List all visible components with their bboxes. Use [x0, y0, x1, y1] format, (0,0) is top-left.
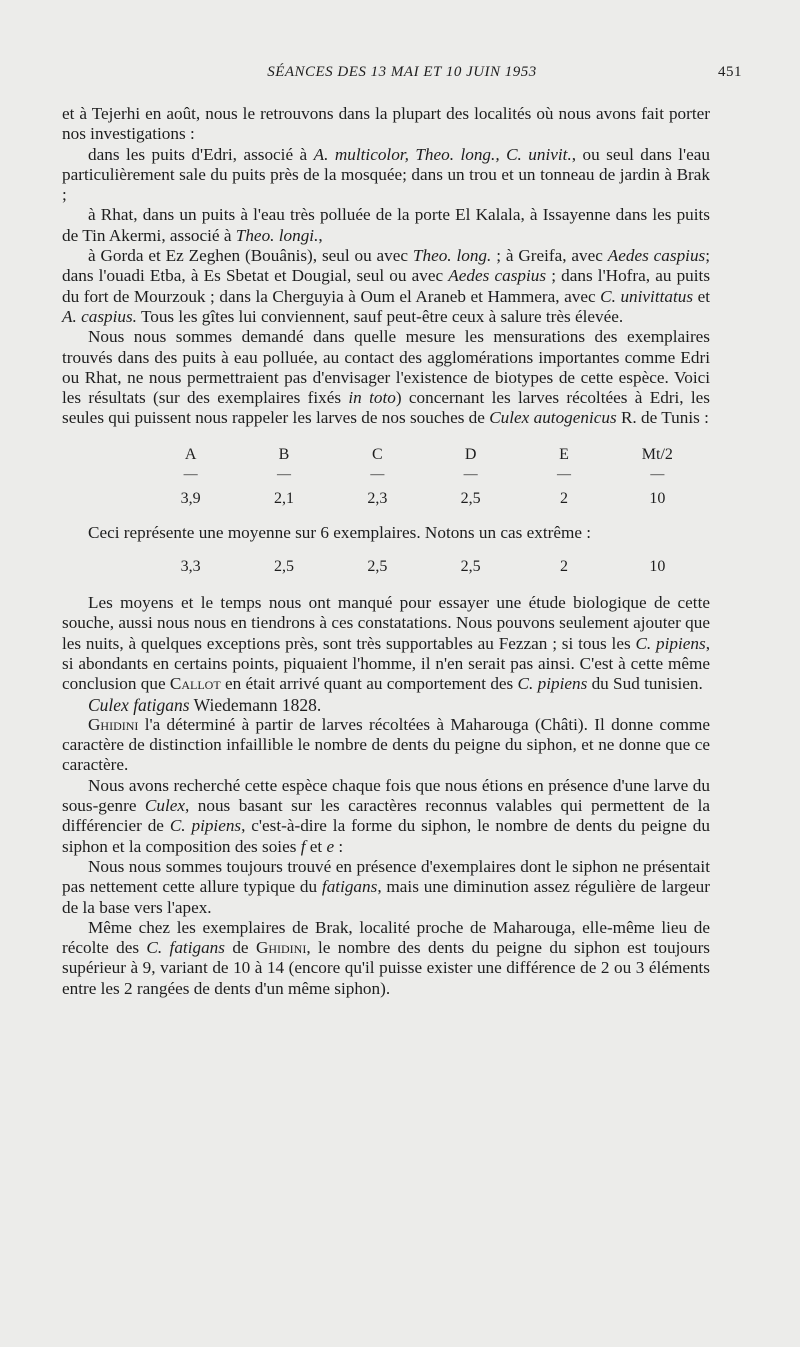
text-run: Nous nous sommes demandé dans quelle mesure les mensurations des exemplaires trouvés dans des puits à eau polluée, au contact des agglomérations importantes comme Edri ou Rhat, ne nous permettraient pas d'envisager l'existence de biotypes de cette espèce. Voici les résultats (sur des exemplaires fixés — [62, 327, 710, 408]
table-cell: 10 — [649, 489, 666, 507]
table-cell: 3,9 — [180, 489, 201, 507]
text-run: de — [224, 938, 256, 958]
species-name: Aedes caspius — [607, 246, 706, 266]
paragraph-5 — [62, 327, 710, 428]
text-run: , c'est-à-dire la forme du siphon, le nombre de dents du peigne du siphon et la composition des soies — [62, 816, 710, 856]
paragraph-10 — [62, 857, 710, 918]
species-name: Theo. longi. — [235, 225, 319, 245]
running-header — [62, 64, 742, 88]
text-run: , ou seul dans l'eau particulièrement sale du puits près de la mosquée; dans un trou et un tonneau de jardin à Brak ; — [62, 144, 710, 205]
table-cell: 2,5 — [460, 558, 481, 576]
species-name: Culex — [144, 796, 186, 816]
body-text — [62, 104, 710, 999]
species-name: Culex fatigans — [88, 694, 190, 715]
table-header-cell: A — [184, 445, 197, 463]
text-run: du Sud tunisien. — [587, 674, 703, 694]
text-run: Nous nous sommes toujours trouvé en présence d'exemplaires dont le siphon ne présentait pas nettement cette allure typique du — [62, 856, 710, 897]
text-run: dans les puits d'Edri, associé à — [88, 144, 314, 164]
species-name: A. caspius. — [62, 306, 137, 326]
table-rule-dash: — — [556, 466, 571, 482]
text-run: l'a déterminé à partir de larves récoltées à Maharouga (Châti). Il donne comme caractère de distinction infaillible le nombre de dents du peigne du siphon, et ne donne que ce caractère. — [62, 714, 710, 775]
text-run: , mais une diminution assez régulière de largeur de la base vers l'apex. — [62, 877, 710, 917]
text-run: ; à Greifa, avec — [491, 246, 608, 266]
table-cell: 2 — [559, 489, 568, 507]
paragraph-9 — [62, 776, 710, 857]
table-header-cell: Mt/2 — [641, 445, 673, 463]
species-name: fatigans — [321, 877, 378, 897]
text-run: Nous avons recherché cette espèce chaque fois que nous étions en présence d'une larve du sous-genre — [62, 775, 710, 816]
table-cell: 2,3 — [367, 489, 388, 507]
measurement-row-extreme — [144, 557, 704, 577]
species-name: C. fatigans — [146, 938, 225, 958]
species-name: C. pipiens — [635, 633, 706, 653]
author-name: Callot — [169, 674, 221, 694]
author-name: Ghidini — [255, 938, 307, 958]
species-name: C. pipiens — [517, 674, 588, 694]
table-rule-dash: — — [650, 466, 665, 482]
text-run: et — [693, 286, 710, 306]
text-run: et — [305, 836, 327, 856]
paragraph-6 — [62, 523, 710, 543]
table-rule-dash: — — [183, 466, 198, 482]
table-rule-dash: — — [370, 466, 385, 482]
paragraph-4 — [62, 246, 710, 327]
paragraph-3 — [62, 205, 710, 246]
text-run: R. de Tunis : — [616, 408, 709, 428]
text-run: et à Tejerhi en août, nous le retrouvons dans la plupart des localités où nous avons fait porter nos investigations : — [62, 104, 710, 144]
measurement-table-header — [144, 445, 704, 465]
species-authority: Wiedemann 1828. — [189, 694, 322, 715]
table-rule-dash: — — [276, 466, 291, 482]
text-run: ; dans l'Hofra, au puits du fort de Mourzouk ; dans la Cherguyia à Oum el Araneb et Hammera, avec — [62, 266, 711, 306]
paragraph-8 — [62, 715, 710, 776]
table-rule-dash: — — [463, 466, 478, 482]
species-name: C. pipiens — [169, 816, 242, 836]
text-run: , si abondants en certains points, piquaient l'homme, il n'en serait pas ainsi. C'est à cette même conclusion que — [62, 633, 710, 694]
seta-letter: f — [300, 836, 306, 856]
paragraph-7 — [62, 593, 710, 694]
text-run: à Rhat, dans un puits à l'eau très polluée de la porte El Kalala, à Issayenne dans les puits de Tin Akermi, associé à — [62, 205, 710, 245]
text-run: , le nombre des dents du peigne du siphon est toujours supérieur à 9, variant de 10 à 14 (encore qu'il puisse exister une différence de 2 ou 3 éléments entre les 2 rangées de dents d'un même siphon). — [62, 938, 710, 998]
seta-letter: e — [326, 836, 335, 856]
table-cell: 2,5 — [460, 489, 481, 507]
author-name: Ghidini — [88, 714, 139, 734]
text-run: Tous les gîtes lui conviennent, sauf peut-être ceux à salure très élevée. — [136, 306, 624, 326]
text-run: , nous basant sur les caractères reconnus valables qui permettent de la différencier de — [62, 796, 710, 836]
text-run: à Gorda et Ez Zeghen (Bouânis), seul ou avec — [88, 246, 413, 266]
table-cell: 2,5 — [273, 558, 294, 576]
measurement-row-mean — [144, 489, 704, 509]
text-run: Ceci représente une moyenne sur 6 exemplaires. Notons un cas extrême : — [88, 522, 592, 542]
species-heading — [62, 695, 710, 715]
table-cell: 10 — [649, 558, 666, 576]
table-header-cell: C — [371, 445, 383, 463]
table-header-cell: B — [278, 445, 290, 463]
measurement-table-rule — [144, 465, 704, 485]
species-name: Culex autogenicus — [489, 408, 617, 428]
text-run: Les moyens et le temps nous ont manqué pour essayer une étude biologique de cette souche, aussi nous nous en tiendrons à ces constatations. Nous pouvons seulement ajouter que les nuits, à quelques exceptions près, sont très supportables au Fezzan ; si tous les — [62, 593, 710, 653]
paragraph-11 — [62, 918, 710, 999]
text-run: ) concernant les larves récoltées à Edri, les seules qui puissent nous rappeler les larves de nos souches de — [62, 388, 710, 428]
text-run: : — [334, 836, 344, 856]
species-name: C. univittatus — [600, 286, 694, 306]
text-run: en était arrivé quant au comportement des — [220, 674, 518, 694]
table-header-cell: D — [464, 445, 477, 463]
text-run: , — [318, 225, 323, 245]
table-cell: 3,3 — [180, 558, 201, 576]
paragraph-2 — [62, 145, 710, 206]
paragraph-1 — [62, 104, 710, 145]
table-cell: 2 — [559, 558, 568, 576]
text-run: ; dans l'ouadi Etba, à Es Sbetat et Dougial, seul ou avec — [62, 246, 711, 286]
latin-term: in toto — [348, 388, 396, 408]
table-header-cell: E — [559, 445, 569, 463]
species-name: Theo. long. — [412, 246, 492, 266]
running-title: SÉANCES DES 13 MAI ET 10 JUIN 1953 — [267, 64, 537, 80]
text-run: Même chez les exemplaires de Brak, localité proche de Maharouga, elle-même lieu de récolte des — [62, 917, 710, 958]
species-name: A. multicolor, Theo. long., C. univit. — [313, 144, 572, 164]
species-name: Aedes caspius — [448, 266, 547, 286]
table-cell: 2,1 — [273, 489, 294, 507]
table-cell: 2,5 — [367, 558, 388, 576]
page-number: 451 — [718, 64, 742, 80]
